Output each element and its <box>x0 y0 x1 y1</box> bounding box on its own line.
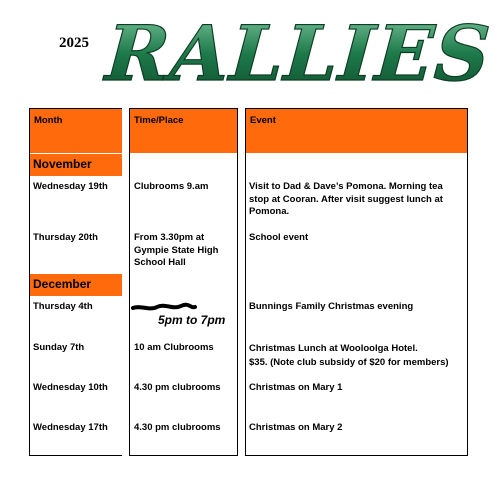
row3-time: 5pm to 7pm <box>158 313 226 327</box>
header-event: Event <box>246 109 467 153</box>
row4-time: 10 am Clubrooms <box>134 342 214 353</box>
rallies-title-logo <box>103 2 494 102</box>
row6-time: 4.30 pm clubrooms <box>134 422 221 433</box>
row2-event: School event <box>249 232 309 243</box>
row5-event: Christmas on Mary 1 <box>249 382 343 393</box>
row1-time: Clubrooms 9.am <box>134 181 209 192</box>
header-month: Month <box>30 109 122 153</box>
row3-month: Thursday 4th <box>33 301 93 312</box>
section-december: December <box>30 274 122 296</box>
row2-month: Thursday 20th <box>33 232 98 243</box>
row5-month: Wednesday 10th <box>33 382 108 393</box>
year-label: 2025 <box>59 35 89 51</box>
row1-event: Visit to Dad & Dave’s Pomona. Morning tea stop at Cooran. After visit suggest lunch at Pomona. <box>249 181 443 217</box>
title-text: RALLIES <box>103 9 494 98</box>
event-column <box>245 108 468 456</box>
row6-month: Wednesday 17th <box>33 422 108 433</box>
time-place-column <box>129 108 238 456</box>
header-time-place: Time/Place <box>130 109 237 153</box>
row4-event: Christmas Lunch at Wooloolga Hotel. $35. (Note club subsidy of $20 for members) <box>249 343 449 368</box>
row5-time: 4.30 pm clubrooms <box>134 382 221 393</box>
row6-event: Christmas on Mary 2 <box>249 422 343 433</box>
row3-event: Bunnings Family Christmas evening <box>249 301 414 312</box>
row4-month: Sunday 7th <box>33 342 85 353</box>
section-november: November <box>30 154 122 176</box>
crossed-out-text-scribble <box>131 303 196 313</box>
row2-time: From 3.30pm at Gympie State High School Hall <box>134 232 219 268</box>
row1-month: Wednesday 19th <box>33 181 108 192</box>
